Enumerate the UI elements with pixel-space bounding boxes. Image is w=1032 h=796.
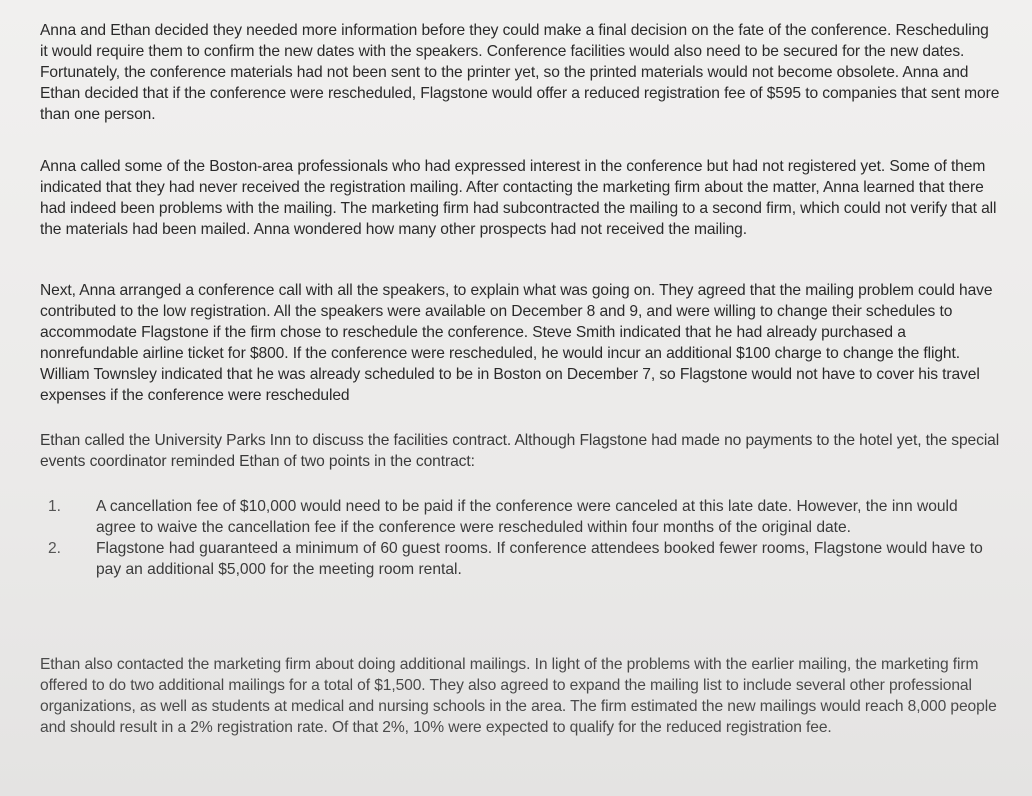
list-item-number: 1. <box>48 498 62 515</box>
paragraph-additional-mailings: Ethan also contacted the marketing firm about doing additional mailings. In light of the problems with the earlier mailing, the marketing firm offered to do two additional mailings for a total of $1,500. They also agreed to expand the mailing list to include several other professional organizations, as well as students at medical and nursing schools in the area. The firm estimated the new mailings would reach 8,000 people and should result in a 2% registration rate. Of that 2%, 10% were expected to qualify for the reduced registration fee. <box>40 656 997 736</box>
list-item-text: Flagstone had guaranteed a minimum of 60 guest rooms. If conference attendees booked fewer rooms, Flagstone would have to pay an additional $5,000 for the meeting room rental. <box>96 540 983 578</box>
list-item <box>40 496 1000 538</box>
paragraph-facilities-contract: Ethan called the University Parks Inn to discuss the facilities contract. Although Flagstone had made no payments to the hotel yet, the special events coordinator reminded Ethan of two points in the contract: <box>40 432 1000 470</box>
list-item <box>40 538 1000 580</box>
paragraph-speakers-call: Next, Anna arranged a conference call with all the speakers, to explain what was going on. They agreed that the mailing problem could have contributed to the low registration. All the speakers were available on December 8 and 9, and were willing to change their schedules to accommodate Flagstone if the firm chose to reschedule the conference. Steve Smith indicated that he had already purchased a nonrefundable airline ticket for $800. If the conference were rescheduled, he would incur an additional $100 charge to change the flight. William Townsley indicated that he was already scheduled to be in Boston on December 7, so Flagstone would not have to cover his travel expenses if the conference were rescheduled <box>40 282 993 404</box>
paragraph-mailing-problem: Anna called some of the Boston-area professionals who had expressed interest in the conference but had not registered yet. Some of them indicated that they had never received the registration mailing. After contacting the marketing firm about the matter, Anna learned that there had indeed been problems with the mailing. The marketing firm had subcontracted the mailing to a second firm, which could not verify that all the materials had been mailed. Anna wondered how many other prospects had not received the mailing. <box>40 158 997 238</box>
list-item-number: 2. <box>48 540 62 557</box>
contract-points-list <box>40 496 1000 580</box>
list-item-text: A cancellation fee of $10,000 would need to be paid if the conference were canceled at this late date. However, the inn would agree to waive the cancellation fee if the conference were rescheduled within four months of the original date. <box>96 498 958 536</box>
paragraph-reschedule-decision: Anna and Ethan decided they needed more information before they could make a final decision on the fate of the conference. Rescheduling it would require them to confirm the new dates with the speakers. Conference facilities would also need to be secured for the new dates. Fortunately, the conference materials had not been sent to the printer yet, so the printed materials would not become obsolete. Anna and Ethan decided that if the conference were rescheduled, Flagstone would offer a reduced registration fee of $595 to companies that sent more than one person. <box>40 22 1000 123</box>
